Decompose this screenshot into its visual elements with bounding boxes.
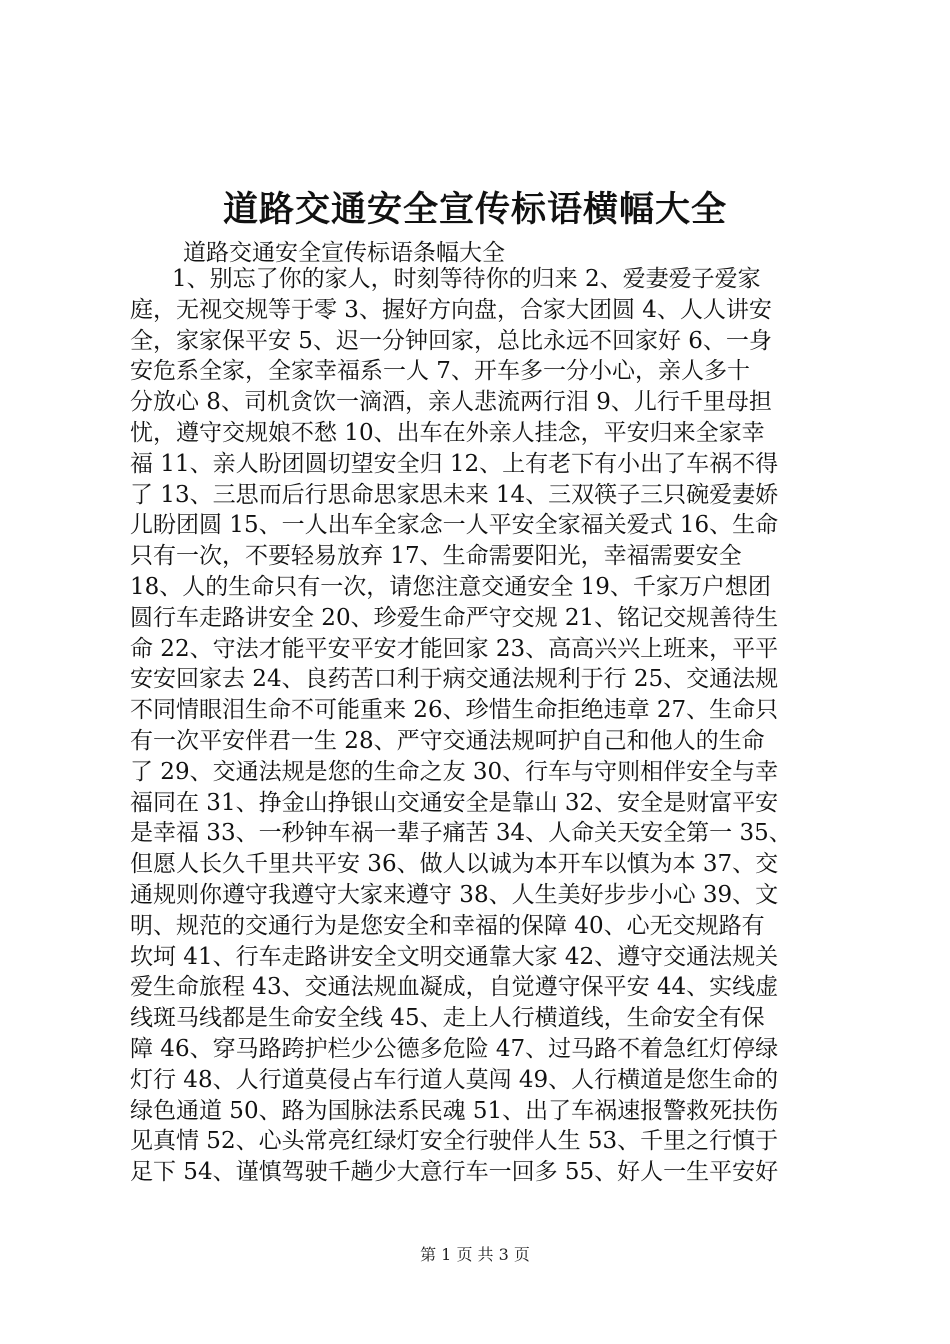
body-line: 通规则你遵守我遵守大家来遵守 38、人生美好步步小心 39、文 xyxy=(130,881,779,908)
body-line: 儿盼团圆 15、一人出车全家念一人平安全家福关爱式 16、生命 xyxy=(130,512,779,539)
body-line: 分放心 8、司机贪饮一滴酒，亲人悲流两行泪 9、儿行千里母担 xyxy=(130,389,772,416)
body-line: 安危系全家，全家幸福系一人 7、开车多一分小心，亲人多十 xyxy=(130,358,750,385)
body-line: 不同情眼泪生命不可能重来 26、珍惜生命拒绝违章 27、生命只 xyxy=(130,697,779,724)
body-line: 安安回家去 24、良药苦口利于病交通法规利于行 25、交通法规 xyxy=(130,666,779,693)
body-line: 18、人的生命只有一次，请您注意交通安全 19、千家万户想团 xyxy=(130,573,771,600)
body-line: 了 13、三思而后行思命思家思未来 14、三双筷子三只碗爱妻娇 xyxy=(130,481,779,508)
document-title: 道路交通安全宣传标语横幅大全 xyxy=(222,189,727,230)
body-line: 福 11、亲人盼团圆切望安全归 12、上有老下有小出了车祸不得 xyxy=(130,450,779,477)
body-line: 见真情 52、心头常亮红绿灯安全行驶伴人生 53、千里之行慎于 xyxy=(130,1128,779,1155)
body-line: 1、别忘了你的家人，时刻等待你的归来 2、爱妻爱子爱家 xyxy=(172,266,761,292)
body-line: 只有一次，不要轻易放弃 17、生命需要阳光，幸福需要安全 xyxy=(130,543,742,570)
body-line: 但愿人长久千里共平安 36、做人以诚为本开车以慎为本 37、交 xyxy=(130,851,779,878)
body-line: 是幸福 33、一秒钟车祸一辈子痛苦 34、人命关天安全第一 35、 xyxy=(130,820,792,847)
body-line: 线斑马线都是生命安全线 45、走上人行横道线，生命安全有保 xyxy=(130,1005,765,1032)
body-line: 福同在 31、挣金山挣银山交通安全是靠山 32、安全是财富平安 xyxy=(130,789,779,816)
document-body xyxy=(130,264,822,1188)
body-line: 有一次平安伴君一生 28、严守交通法规呵护自己和他人的生命 xyxy=(130,727,765,754)
body-line: 爱生命旅程 43、交通法规血凝成，自觉遵守保平安 44、实线虚 xyxy=(130,974,779,1001)
body-line: 全，家家保平安 5、迟一分钟回家，总比永远不回家好 6、一身 xyxy=(130,327,772,354)
body-line: 绿色通道 50、路为国脉法系民魂 51、出了车祸速报警救死扶伤 xyxy=(130,1097,779,1124)
body-line: 障 46、穿马路跨护栏少公德多危险 47、过马路不着急红灯停绿 xyxy=(130,1035,779,1062)
document-subtitle: 道路交通安全宣传标语条幅大全 xyxy=(183,240,505,266)
body-line: 忧，遵守交规娘不愁 10、出车在外亲人挂念，平安归来全家幸 xyxy=(130,419,765,446)
body-line: 了 29、交通法规是您的生命之友 30、行车与守则相伴安全与幸 xyxy=(130,758,779,785)
body-line: 命 22、守法才能平安平安才能回家 23、高高兴兴上班来，平平 xyxy=(130,635,779,662)
body-line: 庭，无视交规等于零 3、握好方向盘，合家大团圆 4、人人讲安 xyxy=(130,296,772,323)
body-line: 坎坷 41、行车走路讲安全文明交通靠大家 42、遵守交通法规关 xyxy=(130,943,779,970)
body-line: 圆行车走路讲安全 20、珍爱生命严守交规 21、铭记交规善待生 xyxy=(130,604,779,631)
page-footer: 第 1 页 共 3 页 xyxy=(420,1245,530,1264)
body-line: 足下 54、谨慎驾驶千趟少大意行车一回多 55、好人一生平安好 xyxy=(130,1159,779,1186)
body-line: 灯行 48、人行道莫侵占车行道人莫闯 49、人行横道是您生命的 xyxy=(130,1066,779,1093)
body-line: 明、规范的交通行为是您安全和幸福的保障 40、心无交规路有 xyxy=(130,912,765,939)
